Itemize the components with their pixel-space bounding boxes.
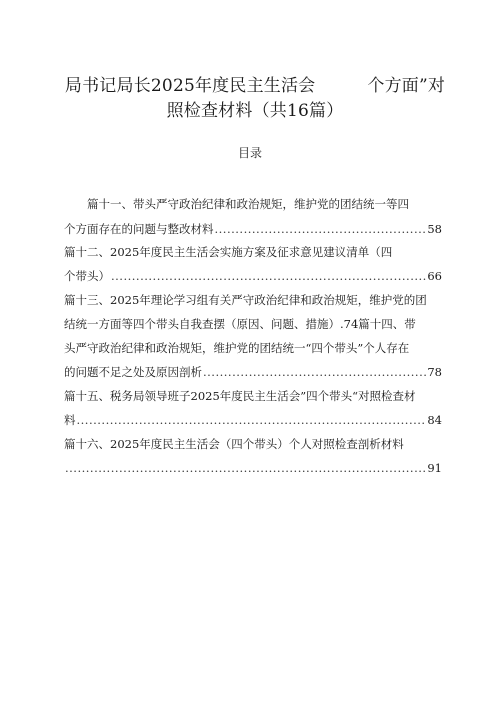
toc-entry-15-line-1[interactable]: 篇十五、税务局领导班子2025年度民主生活会”四个带头“对照检查材	[64, 389, 416, 403]
title-right-part: 个方面”对	[367, 76, 446, 96]
toc-leader-dots	[77, 410, 427, 430]
toc-leader-dots	[111, 266, 426, 286]
toc-entry-11-line-2[interactable]	[64, 219, 442, 239]
toc-entry-text: 料	[64, 413, 76, 427]
title-left-part: 局书记局长2025年度民主生活会	[64, 76, 316, 96]
toc-heading: 目录	[237, 146, 262, 160]
toc-entry-12-line-1[interactable]: 篇十二、2025年度民主生活会实施方案及征求意见建议清单（四	[64, 245, 393, 259]
toc-entry-14-line-2[interactable]	[64, 362, 442, 382]
toc-page-number: 84	[427, 413, 442, 427]
document-title-line-1	[55, 74, 455, 98]
toc-entry-text: 个带头）	[64, 269, 110, 283]
toc-entry-13-line-2[interactable]: 结统一方面等四个带头自我查摆（原因、问题、措施）.74篇十四、带	[64, 317, 416, 331]
toc-entry-16-line-1[interactable]: 篇十六、2025年度民主生活会（四个带头）个人对照检查剖析材料	[64, 437, 404, 451]
toc-entry-text: 的问题不足之处及原因剖析	[64, 365, 202, 379]
toc-entry-15-line-2[interactable]	[64, 410, 442, 430]
toc-leader-dots	[215, 219, 427, 239]
toc-entry-12-line-2[interactable]	[64, 266, 442, 286]
toc-entry-text: 个方面存在的问题与整改材料	[64, 222, 214, 236]
toc-entry-14-line-1[interactable]: 头严守政治纪律和政治规矩，维护党的团结统一“四个带头”个人存在	[64, 341, 410, 355]
toc-leader-dots	[65, 458, 426, 478]
toc-page-number: 91	[427, 461, 442, 475]
toc-entry-13-line-1[interactable]: 篇十三、2025年理论学习组有关严守政治纪律和政治规矩，维护党的团	[64, 293, 427, 307]
document-title-line-2: 照检查材料（共16篇）	[166, 101, 344, 121]
toc-entry-11-line-1[interactable]: 篇十一、带头严守政治纪律和政治规矩，维护党的团结统一等四	[87, 197, 409, 211]
toc-page-number: 58	[427, 222, 442, 236]
toc-leader-dots	[203, 362, 426, 382]
toc-entry-16-line-2[interactable]	[64, 458, 442, 478]
toc-page-number: 78	[427, 365, 442, 379]
toc-page-number: 66	[427, 269, 442, 283]
